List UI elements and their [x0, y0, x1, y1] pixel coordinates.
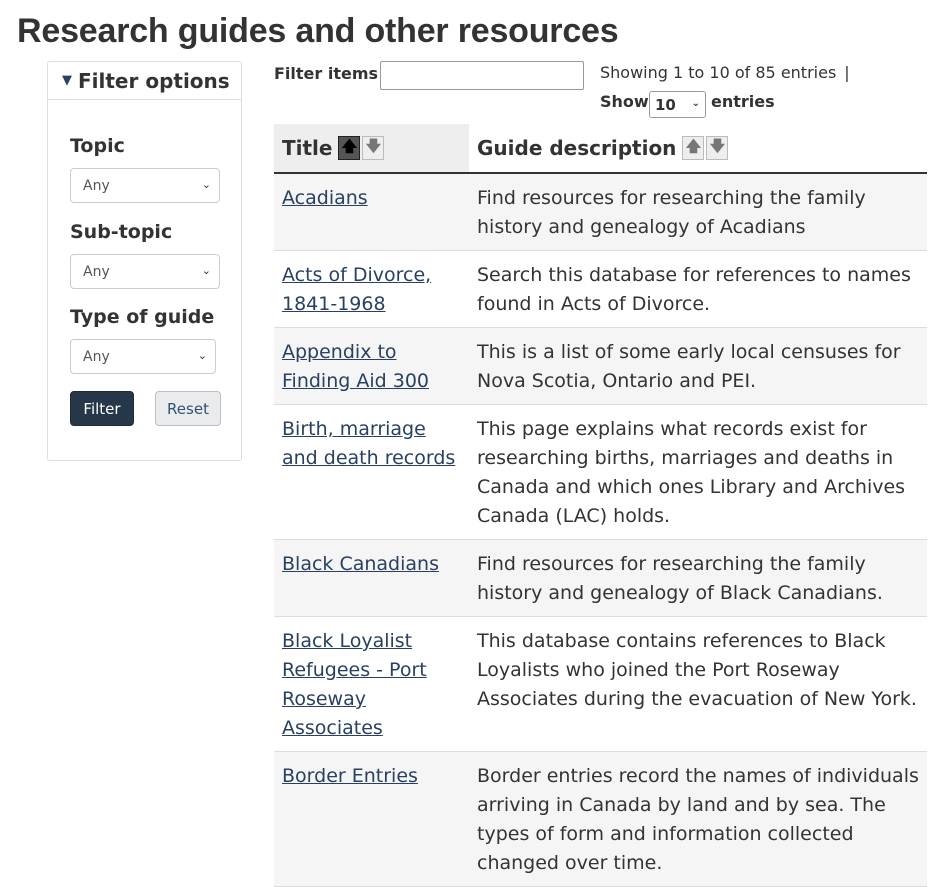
- sort-descending-icon[interactable]: 🡇: [706, 136, 728, 160]
- page-title: Research guides and other resources: [17, 12, 619, 50]
- text-cursor: |: [844, 63, 850, 82]
- guide-title-link[interactable]: Border Entries: [282, 765, 418, 787]
- guide-description: Find resources for researching the family history and genealogy of Black Canadians.: [477, 553, 883, 604]
- guide-title-link[interactable]: Black Canadians: [282, 553, 439, 575]
- table-row: [274, 251, 927, 328]
- showing-entries-label: Showing 1 to 10 of 85 entries: [600, 63, 837, 82]
- filter-panel: [47, 61, 242, 461]
- guide-title-link[interactable]: Acadians: [282, 187, 368, 209]
- chevron-down-icon: ⌄: [201, 264, 211, 277]
- filter-button[interactable]: Filter: [70, 391, 134, 426]
- entries-label: entries: [711, 92, 775, 111]
- guides-table: [274, 124, 927, 887]
- guide-title-link[interactable]: Acts of Divorce, 1841-1968: [282, 264, 432, 315]
- column-header-description-label: Guide description: [477, 136, 677, 160]
- guide-description: Search this database for references to names found in Acts of Divorce.: [477, 264, 911, 315]
- subtopic-select-value: Any: [83, 263, 110, 280]
- table-row: [274, 328, 927, 405]
- guide-description: This database contains references to Black Loyalists who joined the Port Roseway Associates during the evacuation of New York.: [477, 630, 917, 710]
- entries-per-page-value: 10: [655, 95, 676, 114]
- type-of-guide-select-value: Any: [83, 348, 110, 365]
- guide-description: This is a list of some early local censuses for Nova Scotia, Ontario and PEI.: [477, 341, 901, 392]
- guide-description: Find resources for researching the family history and genealogy of Acadians: [477, 187, 866, 238]
- chevron-down-icon: ⌄: [691, 98, 700, 109]
- table-row: [274, 752, 927, 887]
- table-header: [274, 124, 927, 174]
- subtopic-label: Sub-topic: [70, 221, 173, 243]
- entries-per-page-select[interactable]: [649, 91, 706, 118]
- chevron-down-icon: ⌄: [201, 178, 211, 191]
- sort-descending-icon[interactable]: 🡇: [362, 136, 384, 160]
- column-header-title[interactable]: [274, 124, 469, 172]
- guide-title-link[interactable]: Birth, marriage and death records: [282, 418, 456, 469]
- topic-label: Topic: [70, 135, 125, 157]
- show-label: Show: [600, 92, 649, 111]
- sort-ascending-icon[interactable]: 🡅: [338, 136, 360, 160]
- table-row: [274, 405, 927, 540]
- guide-title-link[interactable]: Appendix to Finding Aid 300: [282, 341, 429, 392]
- filter-panel-heading: Filter options: [78, 68, 230, 93]
- filter-panel-toggle[interactable]: [48, 62, 241, 100]
- subtopic-select[interactable]: [70, 254, 220, 289]
- guide-description: This page explains what records exist for researching births, marriages and deaths in Canada and which ones Library and Archives Canada (LAC) holds.: [477, 418, 906, 527]
- topic-select-value: Any: [83, 177, 110, 194]
- table-row: [274, 174, 927, 251]
- sort-ascending-icon[interactable]: 🡅: [682, 136, 704, 160]
- table-row: [274, 540, 927, 617]
- chevron-down-icon: ⌄: [197, 349, 207, 362]
- type-of-guide-select[interactable]: [70, 339, 216, 374]
- filter-items-label: Filter items: [274, 64, 379, 83]
- column-header-description[interactable]: [469, 124, 927, 172]
- reset-button[interactable]: Reset: [155, 391, 221, 426]
- filter-items-input[interactable]: [380, 61, 584, 90]
- type-of-guide-label: Type of guide: [70, 306, 215, 328]
- triangle-down-icon: ▼: [62, 73, 72, 88]
- guide-title-link[interactable]: Black Loyalist Refugees - Port Roseway Associates: [282, 630, 427, 739]
- topic-select[interactable]: [70, 168, 220, 203]
- column-header-title-label: Title: [282, 136, 333, 160]
- guide-description: Border entries record the names of individuals arriving in Canada by land and by sea. The types of form and information collected changed over time.: [477, 765, 919, 874]
- table-row: [274, 617, 927, 752]
- showing-entries-text: [600, 63, 850, 82]
